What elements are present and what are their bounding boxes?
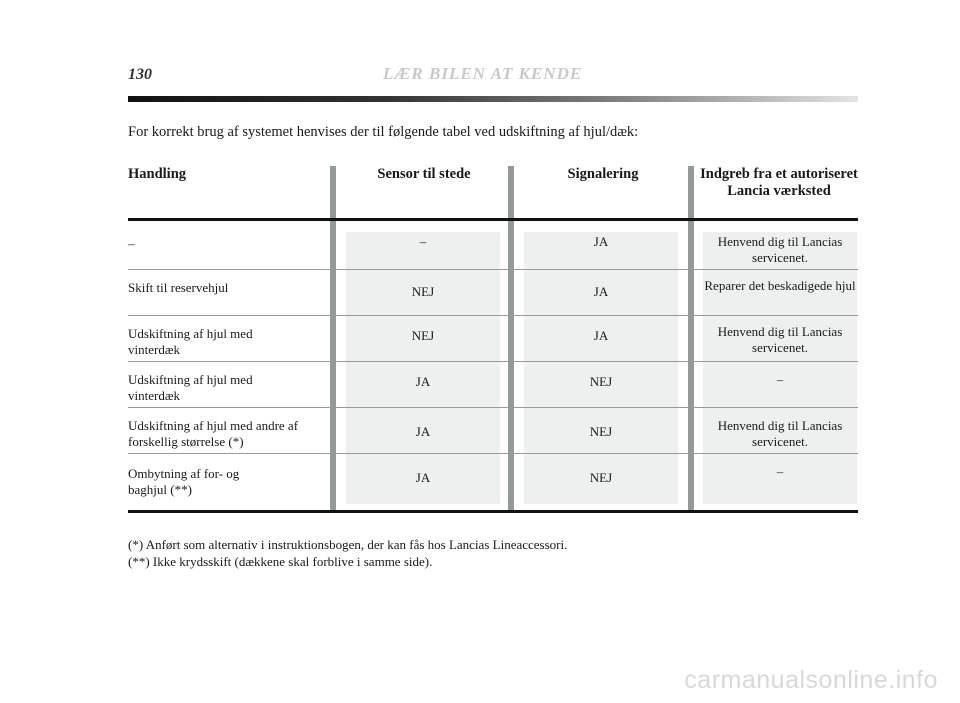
table-row (128, 224, 858, 270)
signal-cell: JA (593, 234, 609, 249)
sensor-cell: NEJ (411, 284, 435, 299)
column-header-intervention: Indgreb fra et autoriseret Lancia værksted (700, 166, 858, 199)
column-header-signal: Signalering (567, 166, 639, 182)
intervention-cell: Henvend dig til Lancias servicenet. (717, 418, 843, 449)
watermark: carmanualsonline.info (684, 666, 938, 694)
sensor-cell: – (419, 234, 427, 249)
header-underline (128, 218, 858, 221)
sensor-cell: JA (415, 424, 431, 439)
sensor-cell: NEJ (411, 328, 435, 343)
page-number: 130 (128, 66, 152, 83)
table-row (128, 316, 858, 362)
footnotes (128, 536, 567, 570)
action-cell: Udskiftning af hjul med vinterdæk (128, 372, 253, 403)
table-row (128, 270, 858, 316)
action-cell: Ombytning af for- og baghjul (**) (128, 466, 240, 497)
action-cell: Skift til reservehjul (128, 280, 229, 295)
sensor-cell: JA (415, 470, 431, 485)
footnote-1: (*) Anført som alternativ i instruktionsbogen, der kan fås hos Lancias Lineaccessori. (128, 537, 568, 552)
intervention-cell: Henvend dig til Lancias servicenet. (717, 234, 843, 265)
wheel-change-table (128, 166, 858, 514)
action-cell: Udskiftning af hjul med vinterdæk (128, 326, 253, 357)
table-bottom-rule (128, 510, 858, 513)
signal-cell: NEJ (589, 424, 613, 439)
table-row (128, 454, 858, 500)
table-row (128, 408, 858, 454)
column-header-handling: Handling (128, 166, 187, 182)
column-header-sensor: Sensor til stede (377, 166, 471, 182)
sensor-cell: JA (415, 374, 431, 389)
signal-cell: NEJ (589, 470, 613, 485)
intro-text: For korrekt brug af systemet henvises der til følgende tabel ved udskiftning af hjul/dæk: (128, 124, 639, 140)
footnote-2: (**) Ikke krydsskift (dækkene skal forblive i samme side). (128, 554, 433, 569)
action-cell: Udskiftning af hjul med andre af forskellig størrelse (*) (128, 418, 299, 449)
signal-cell: JA (593, 328, 609, 343)
intervention-cell: Henvend dig til Lancias servicenet. (717, 324, 843, 355)
intervention-cell: – (776, 464, 784, 479)
intervention-cell: – (776, 372, 784, 387)
running-title: LÆR BILEN AT KENDE (383, 64, 583, 83)
intervention-cell: Reparer det beskadigede hjul (704, 278, 856, 293)
header-rule (128, 96, 858, 102)
action-cell: – (128, 236, 135, 251)
table-row (128, 362, 858, 408)
signal-cell: JA (593, 284, 609, 299)
signal-cell: NEJ (589, 374, 613, 389)
